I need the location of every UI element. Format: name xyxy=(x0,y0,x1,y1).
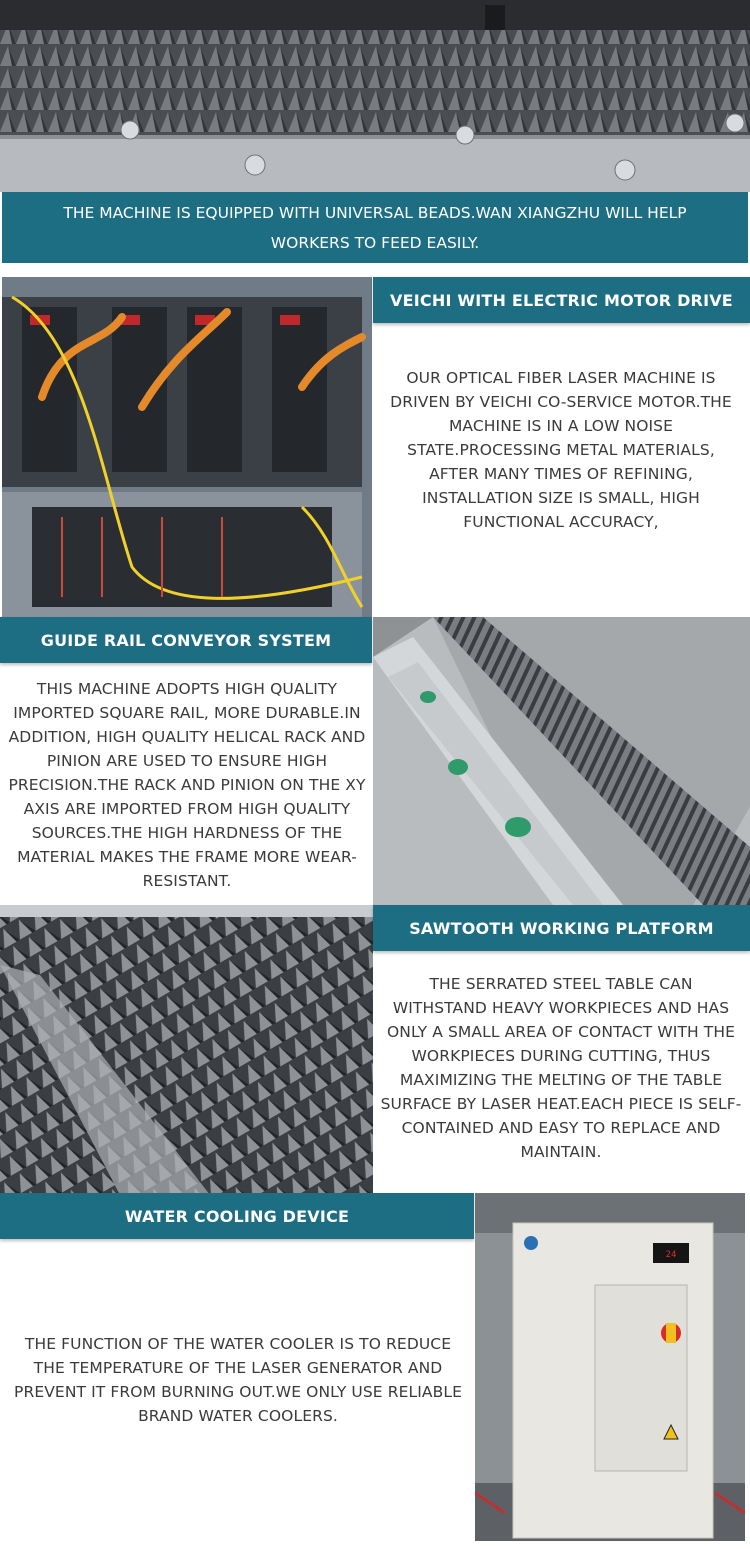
sawtooth-section-title: SAWTOOTH WORKING PLATFORM xyxy=(409,918,714,938)
motor-section-title-bar xyxy=(373,277,750,323)
rail-section-body: THIS MACHINE ADOPTS HIGH QUALITY IMPORTED SQUARE RAIL, MORE DURABLE.IN ADDITION, HIGH QUALITY HELICAL RACK AND PINION ARE USED TO ENSURE HIGH PRECISION.THE RACK AND PINION ON THE XY AXIS ARE IMPORTED FROM HIGH QUALITY SOURCES.THE HIGH HARDNESS OF THE MATERIAL MAKES THE FRAME MORE WEAR-RESISTANT. xyxy=(8,680,366,890)
sawtooth-section-body: THE SERRATED STEEL TABLE CAN WITHSTAND HEAVY WORKPIECES AND HAS ONLY A SMALL AREA OF CONTACT WITH THE WORKPIECES DURING CUTTING, THUS MAXIMIZING THE MELTING OF THE TABLE SURFACE BY LASER HEAT.EACH PIECE IS SELF-CONTAINED AND EASY TO REPLACE AND MAINTAIN. xyxy=(380,975,742,1161)
water-cooler-photo xyxy=(475,1193,745,1541)
guide-rail-image xyxy=(373,617,750,905)
sawtooth-section-title-bar xyxy=(373,905,750,951)
motor-section-title: VEICHI WITH ELECTRIC MOTOR DRIVE xyxy=(390,290,733,310)
motor-drive-image xyxy=(2,277,372,617)
rail-section-title: GUIDE RAIL CONVEYOR SYSTEM xyxy=(40,630,332,650)
motor-section-body: OUR OPTICAL FIBER LASER MACHINE IS DRIVEN BY VEICHI CO-SERVICE MOTOR.THE MACHINE IS IN A LOW NOISE STATE.PROCESSING METAL MATERIALS, AFTER MANY TIMES OF REFINING, INSTALLATION SIZE IS SMALL, HIGH FUNCTIONAL ACCURACY, xyxy=(390,369,732,531)
svg-text:24: 24 xyxy=(665,1250,677,1260)
hero-caption: THE MACHINE IS EQUIPPED WITH UNIVERSAL BEADS.WAN XIANGZHU WILL HELP WORKERS TO FEED EASILY. xyxy=(63,203,687,252)
cooling-section-title: WATER COOLING DEVICE xyxy=(124,1206,350,1226)
water-cooler-image xyxy=(475,1193,745,1541)
sawtooth-platform-photo xyxy=(0,905,373,1195)
guide-rail-photo xyxy=(373,617,750,905)
cooling-section-title-bar xyxy=(0,1193,474,1239)
hero-caption-banner xyxy=(2,192,748,263)
rail-section-title-bar xyxy=(0,617,372,663)
hero-table-image xyxy=(0,0,750,192)
hero-table-photo xyxy=(0,0,750,192)
sawtooth-platform-image xyxy=(0,905,373,1195)
motor-drive-photo xyxy=(2,277,372,617)
cooling-section-body: THE FUNCTION OF THE WATER COOLER IS TO REDUCE THE TEMPERATURE OF THE LASER GENERATOR AND PREVENT IT FROM BURNING OUT.WE ONLY USE RELIABLE BRAND WATER COOLERS. xyxy=(14,1335,462,1425)
